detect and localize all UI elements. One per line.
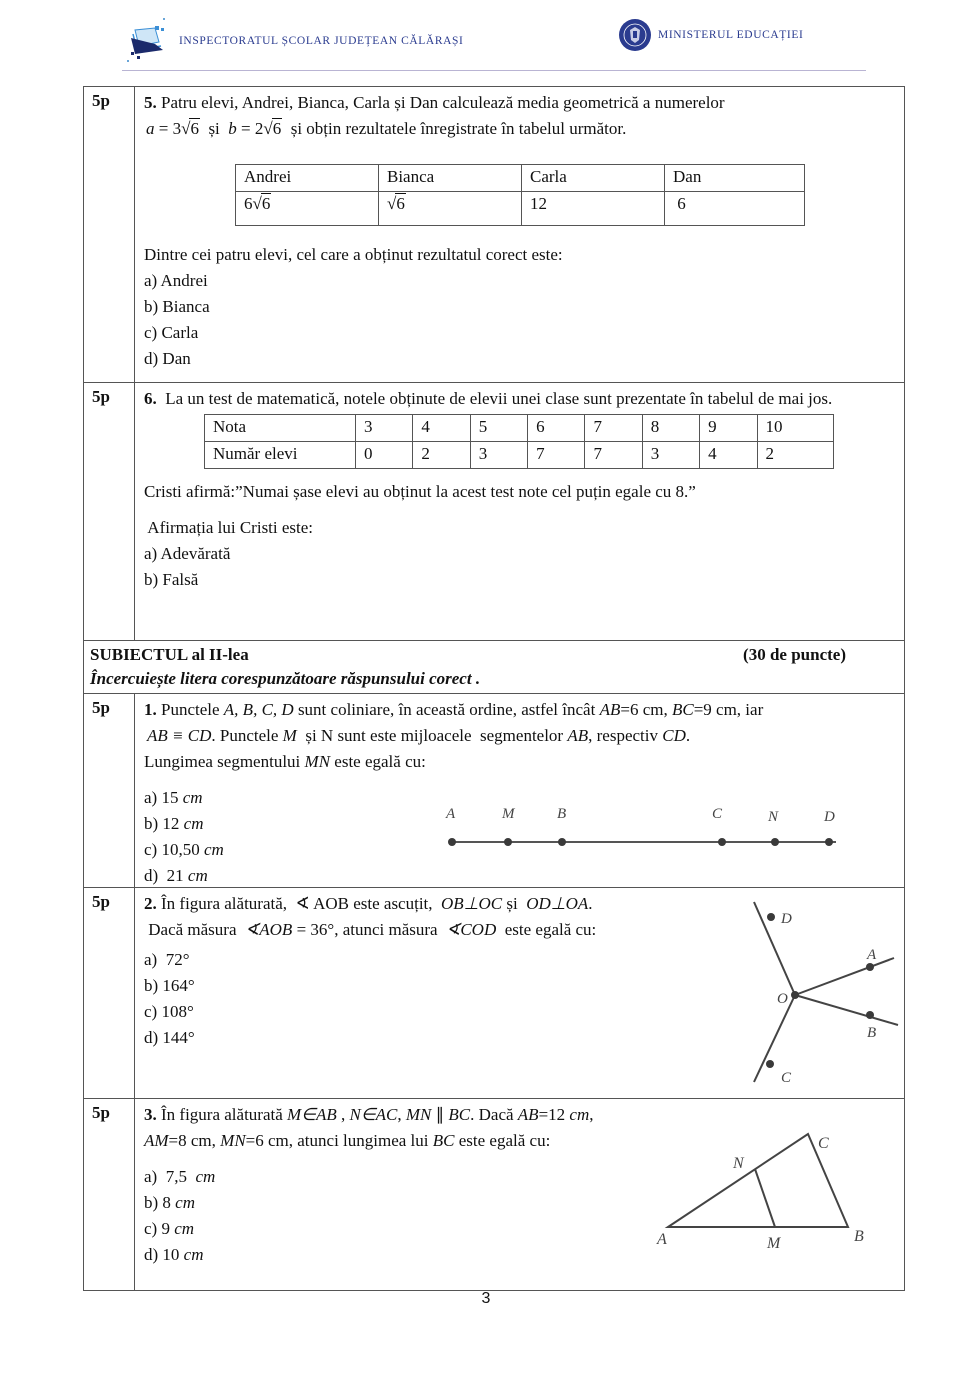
answer-option-d[interactable]: d) Dan [144, 349, 191, 368]
angle: ∢COD [446, 920, 497, 939]
question-text: La un test de matematică, notele obținute de elevii unei clase sunt prezentate în tabelul de mai jos. [156, 389, 833, 408]
segment: CD [662, 726, 686, 745]
results-table [235, 164, 805, 226]
answer-option-b[interactable]: b) 164° [144, 976, 195, 995]
table-cell: Nota [205, 415, 356, 442]
triangle-figure [645, 1124, 885, 1264]
label-B: B [557, 806, 567, 822]
option-value: c) 9 [144, 1219, 175, 1238]
coef: 6 [244, 194, 253, 213]
isj-calarasi-title: INSPECTORATUL ȘCOLAR JUDEȚEAN CĂLĂRAȘI [179, 35, 464, 47]
table-cell: 6 [665, 192, 805, 226]
radicand: 6 [190, 119, 199, 138]
unit: cm [182, 788, 203, 807]
unit: cm [569, 1105, 590, 1124]
text: . [588, 894, 593, 913]
table-cell: 7 [585, 415, 642, 442]
grades-table [204, 414, 834, 469]
book-logo-icon [125, 16, 173, 66]
question-5 [84, 87, 904, 383]
text: =6 cm, atunci lungimea lui [245, 1131, 433, 1150]
table-cell: 3 [356, 415, 413, 442]
text: și N sunt este mijloacele segmentelor [296, 726, 568, 745]
radicand: 6 [396, 194, 405, 213]
var-b: b [228, 119, 237, 138]
label-N: N [768, 809, 779, 825]
unit: cm [174, 1219, 195, 1238]
question-number: 1. [144, 700, 157, 719]
question-body [135, 87, 904, 382]
sqrt-symbol: √6 [263, 119, 282, 138]
text: =12 [538, 1105, 570, 1124]
segment: MN [405, 1105, 432, 1124]
text: este egală cu: [496, 920, 597, 939]
label-A: A [657, 1231, 667, 1248]
segment: AB [567, 726, 589, 745]
table-cell: 3 [642, 442, 699, 469]
table-cell: 12 [522, 192, 665, 226]
answer-option-a[interactable]: a) Adevărată [144, 544, 231, 563]
ministry-branding [618, 18, 803, 52]
table-row [236, 192, 805, 226]
text: este egală cu: [454, 1131, 551, 1150]
segment: MN [220, 1131, 246, 1150]
segment: AB [599, 700, 621, 719]
answer-option-d[interactable] [144, 863, 896, 889]
question-body [135, 1099, 904, 1290]
text: , [397, 1105, 406, 1124]
label-M: M [502, 806, 515, 822]
table-header-row [236, 165, 805, 192]
table-cell [236, 192, 379, 226]
unit: cm [195, 1167, 216, 1186]
label-D: D [824, 809, 835, 825]
segment: BC [448, 1105, 471, 1124]
var-a: a [146, 119, 155, 138]
var-a-eq: = 3 [154, 119, 182, 138]
table-row [205, 415, 834, 442]
points-list: A, B, C, D [223, 700, 294, 719]
section-2-header [84, 641, 904, 694]
table-cell: 4 [700, 442, 757, 469]
text: =8 cm, [168, 1131, 221, 1150]
table-cell: 2 [757, 442, 833, 469]
romanian-government-seal-icon [618, 18, 652, 52]
membership: M∈AB [287, 1105, 337, 1124]
table-cell: 7 [585, 442, 642, 469]
option-value: d) 10 [144, 1245, 184, 1264]
table-cell: Andrei [236, 165, 379, 192]
page-header [0, 0, 972, 75]
text: și [502, 894, 527, 913]
text: Punctele [156, 700, 224, 719]
option-value: c) 10,50 [144, 840, 204, 859]
answer-option-a[interactable]: a) 72° [144, 950, 190, 969]
question-prompt: Dintre cei patru elevi, cel care a obținut rezultatul corect este: [144, 245, 563, 264]
text: , [589, 1105, 594, 1124]
segment: BC [432, 1131, 455, 1150]
question-text: Patru elevi, Andrei, Bianca, Carla și Dan calculează media geometrică a numerelor [156, 93, 725, 112]
exam-sheet [83, 86, 905, 1291]
table-cell: 9 [700, 415, 757, 442]
option-value: b) 12 [144, 814, 184, 833]
sqrt-symbol: √6 [252, 194, 271, 213]
table-cell: 2 [413, 442, 470, 469]
table-cell: Carla [522, 165, 665, 192]
answer-option-b[interactable]: b) Bianca [144, 297, 210, 316]
ministry-title: MINISTERUL EDUCAȚIEI [658, 29, 804, 41]
sqrt-symbol: √6 [387, 194, 405, 213]
question-body [135, 383, 904, 640]
points-label: 5p [84, 383, 135, 640]
question-prompt: Afirmația lui Cristi este: [144, 518, 314, 537]
text: . Punctele [211, 726, 283, 745]
label-B: B [867, 1025, 877, 1041]
unit: cm [183, 814, 204, 833]
section2-question-1 [84, 694, 904, 888]
isj-calarasi-branding [125, 16, 463, 66]
collinear-points-figure [435, 804, 855, 854]
question-number: 2. [144, 894, 157, 913]
text: . [685, 726, 691, 745]
label-D: D [781, 911, 792, 927]
table-cell: 6 [528, 415, 585, 442]
section-points: (30 de puncte) [743, 645, 846, 664]
question-6 [84, 383, 904, 641]
table-cell: Număr elevi [205, 442, 356, 469]
section2-question-2 [84, 888, 904, 1099]
answer-option-d[interactable]: d) 144° [144, 1028, 195, 1047]
point: M [282, 726, 297, 745]
option-value: b) 8 [144, 1193, 176, 1212]
table-cell: Bianca [379, 165, 522, 192]
table-cell: 0 [356, 442, 413, 469]
segment: AB [517, 1105, 539, 1124]
table-cell: 10 [757, 415, 833, 442]
label-C: C [781, 1070, 792, 1086]
points-label: 5p [84, 888, 135, 1098]
table-row [205, 442, 834, 469]
section-title: SUBIECTUL al II-lea [90, 645, 249, 664]
parallel-symbol: ∥ [431, 1105, 449, 1124]
option-value: d) 21 [144, 866, 188, 885]
table-cell: 3 [470, 442, 527, 469]
table-cell [379, 192, 522, 226]
table-cell: 8 [642, 415, 699, 442]
text: În figura alăturată, ∢ AOB este ascuțit, [156, 894, 442, 913]
table-cell: 4 [413, 415, 470, 442]
question-number: 6. [144, 389, 157, 408]
text: Lungimea segmentului [144, 752, 305, 771]
question-number: 5. [144, 93, 157, 112]
angle: ∢AOB [245, 920, 293, 939]
question-text: și obțin rezultatele înregistrate în tabelul următor. [282, 119, 627, 138]
text: =6 cm, [620, 700, 672, 719]
answer-option-c[interactable]: c) Carla [144, 323, 199, 342]
label-A: A [446, 806, 456, 822]
statement-text: Cristi afirmă:”Numai șase elevi au obținut la acest test note cel puțin egale cu 8.” [144, 482, 696, 501]
question-number: 3. [144, 1105, 157, 1124]
option-value: a) 7,5 [144, 1167, 196, 1186]
points-label: 5p [84, 1099, 135, 1290]
question-body [135, 694, 904, 887]
label-O: O [777, 991, 788, 1007]
perpendicular-relation: OB⊥OC [441, 894, 503, 913]
text: , respectiv [588, 726, 663, 745]
var-b-eq: = 2 [236, 119, 264, 138]
sqrt-symbol: √6 [181, 119, 199, 138]
answer-option-a[interactable]: a) Andrei [144, 271, 208, 290]
perpendicular-relation: OD⊥OA [526, 894, 589, 913]
section-instruction: Încercuiește litera corespunzătoare răspunsului corect . [90, 669, 481, 688]
label-C: C [712, 806, 723, 822]
unit: cm [203, 840, 224, 859]
label-C: C [818, 1135, 829, 1152]
unit: cm [175, 1193, 195, 1212]
text: = 36°, atunci măsura [292, 920, 447, 939]
page-number: 3 [481, 1290, 491, 1307]
unit: cm [183, 1245, 204, 1264]
text: Dacă măsura [144, 920, 246, 939]
text: este egală cu: [330, 752, 426, 771]
unit: cm [187, 866, 208, 885]
text: sunt coliniare, în această ordine, astfel încât [293, 700, 600, 719]
angles-figure [715, 892, 915, 1092]
points-label: 5p [84, 87, 135, 382]
text: , [336, 1105, 350, 1124]
label-M: M [767, 1235, 781, 1252]
conj: și [199, 119, 229, 138]
segment: AM [144, 1131, 169, 1150]
option-value: a) 15 [144, 788, 183, 807]
header-divider [122, 70, 866, 71]
radicand: 6 [272, 119, 282, 138]
radicand: 6 [261, 194, 271, 213]
answer-option-b[interactable]: b) Falsă [144, 570, 199, 589]
text: În figura alăturată [156, 1105, 288, 1124]
table-cell: 5 [470, 415, 527, 442]
label-B: B [854, 1228, 864, 1245]
label-N: N [733, 1155, 744, 1172]
membership: N∈AC [349, 1105, 398, 1124]
points-label: 5p [84, 694, 135, 887]
text: . Dacă [470, 1105, 518, 1124]
segment: BC [671, 700, 694, 719]
text: =9 cm, iar [693, 700, 764, 719]
section2-question-3 [84, 1099, 904, 1291]
label-A: A [867, 947, 877, 963]
answer-option-c[interactable]: c) 108° [144, 1002, 194, 1021]
segment: MN [304, 752, 331, 771]
table-cell: 7 [528, 442, 585, 469]
congruence: AB ≡ CD [147, 726, 212, 745]
question-body [135, 888, 904, 1098]
table-cell: Dan [665, 165, 805, 192]
